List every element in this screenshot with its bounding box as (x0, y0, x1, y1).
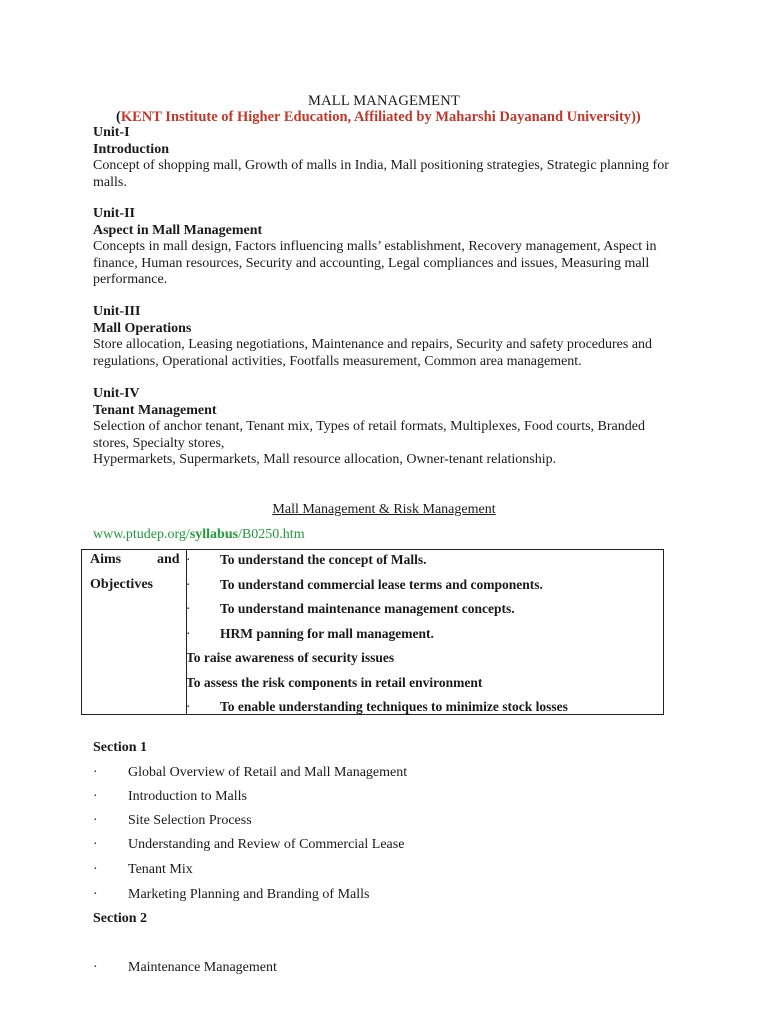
objective-item (186, 698, 568, 716)
list-item-text: Tenant Mix (128, 862, 193, 877)
unit-description: Concepts in mall design, Factors influencing malls’ establishment, Recovery management, Aspect in finance, Human resources, Security and accounting, Legal compliances and issues, Measuring mall performance. (93, 239, 657, 287)
syllabus-link[interactable] (93, 526, 305, 544)
list-item (93, 861, 193, 879)
bullet: · (93, 813, 98, 828)
objective-item (186, 649, 394, 667)
list-item (93, 812, 252, 830)
list-item-text: Marketing Planning and Branding of Malls (128, 887, 370, 902)
bullet: · (186, 577, 191, 592)
unit-3-block (93, 304, 673, 370)
unit-2-block (93, 206, 673, 289)
unit-label: Unit-II (93, 206, 136, 221)
objective-text: To assess the risk components in retail environment (186, 675, 483, 690)
aims-objectives-table (81, 549, 664, 715)
unit-title: Introduction (93, 141, 169, 157)
unit-title: Tenant Management (93, 402, 217, 418)
url-suffix: /B0250.htm (238, 527, 305, 542)
list-item (93, 788, 247, 806)
document-subtitle (116, 108, 641, 126)
list-item-text: Understanding and Review of Commercial Lease (128, 837, 405, 852)
objective-item (186, 600, 515, 618)
unit-description: Store allocation, Leasing negotiations, Maintenance and repairs, Security and safety procedures and regulations, Operational activities, Footfalls measurement, Common area management. (93, 337, 653, 369)
aims-label: Aims (90, 552, 122, 567)
url-prefix: www.ptudep.org/ (93, 527, 190, 542)
bullet: · (93, 789, 98, 804)
risk-management-heading: Mall Management & Risk Management (272, 502, 496, 517)
list-item-text: Maintenance Management (128, 960, 277, 975)
unit-4-block (93, 386, 673, 469)
unit-label: Unit-III (93, 304, 141, 319)
bullet: · (186, 601, 191, 616)
objective-item (186, 625, 434, 643)
list-item-text: Global Overview of Retail and Mall Management (128, 765, 408, 780)
unit-label: Unit-I (93, 125, 130, 140)
unit-1-block (93, 125, 673, 191)
objective-text: To understand maintenance management concepts. (220, 601, 515, 616)
objective-item (186, 551, 427, 569)
objective-text: HRM panning for mall management. (220, 626, 434, 641)
list-item (93, 764, 407, 782)
list-item-text: Site Selection Process (128, 813, 252, 828)
bullet: · (93, 862, 98, 877)
list-item (93, 836, 404, 854)
unit-description: Concept of shopping mall, Growth of malls in India, Mall positioning strategies, Strategic planning for malls. (93, 158, 669, 190)
objective-item (186, 674, 482, 692)
bullet: · (186, 552, 191, 567)
document-title: MALL MANAGEMENT (308, 93, 460, 109)
objective-text: To enable understanding techniques to minimize stock losses (220, 699, 568, 714)
objective-text: To understand commercial lease terms and components. (220, 577, 543, 592)
bullet: · (186, 626, 191, 641)
unit-label: Unit-IV (93, 386, 140, 401)
bullet: · (93, 887, 98, 902)
institute-name: KENT Institute of Higher Education, Affiliated by Maharshi Dayanand University)) (120, 109, 641, 125)
unit-description-continued: Hypermarkets, Supermarkets, Mall resource allocation, Owner-tenant relationship. (93, 452, 557, 467)
subtitle-open-paren: ( (116, 109, 121, 125)
unit-description: Selection of anchor tenant, Tenant mix, Types of retail formats, Multiplexes, Food courts, Branded stores, Specialty stores, (93, 419, 645, 451)
url-bold: syllabus (189, 527, 239, 542)
bullet: · (93, 765, 98, 780)
bullet: · (186, 699, 191, 714)
and-label: and (157, 552, 180, 567)
unit-title: Mall Operations (93, 320, 192, 336)
section-1-title: Section 1 (93, 740, 148, 755)
objective-text: To understand the concept of Malls. (220, 552, 427, 567)
list-item (93, 886, 369, 904)
list-item (93, 959, 277, 977)
bullet: · (93, 960, 98, 975)
objective-item (186, 576, 543, 594)
list-item-text: Introduction to Malls (128, 789, 247, 804)
bullet: · (93, 837, 98, 852)
objectives-label: Objectives (90, 577, 153, 592)
section-2-title: Section 2 (93, 911, 148, 926)
unit-title: Aspect in Mall Management (93, 222, 263, 238)
objective-text: To raise awareness of security issues (186, 650, 395, 665)
